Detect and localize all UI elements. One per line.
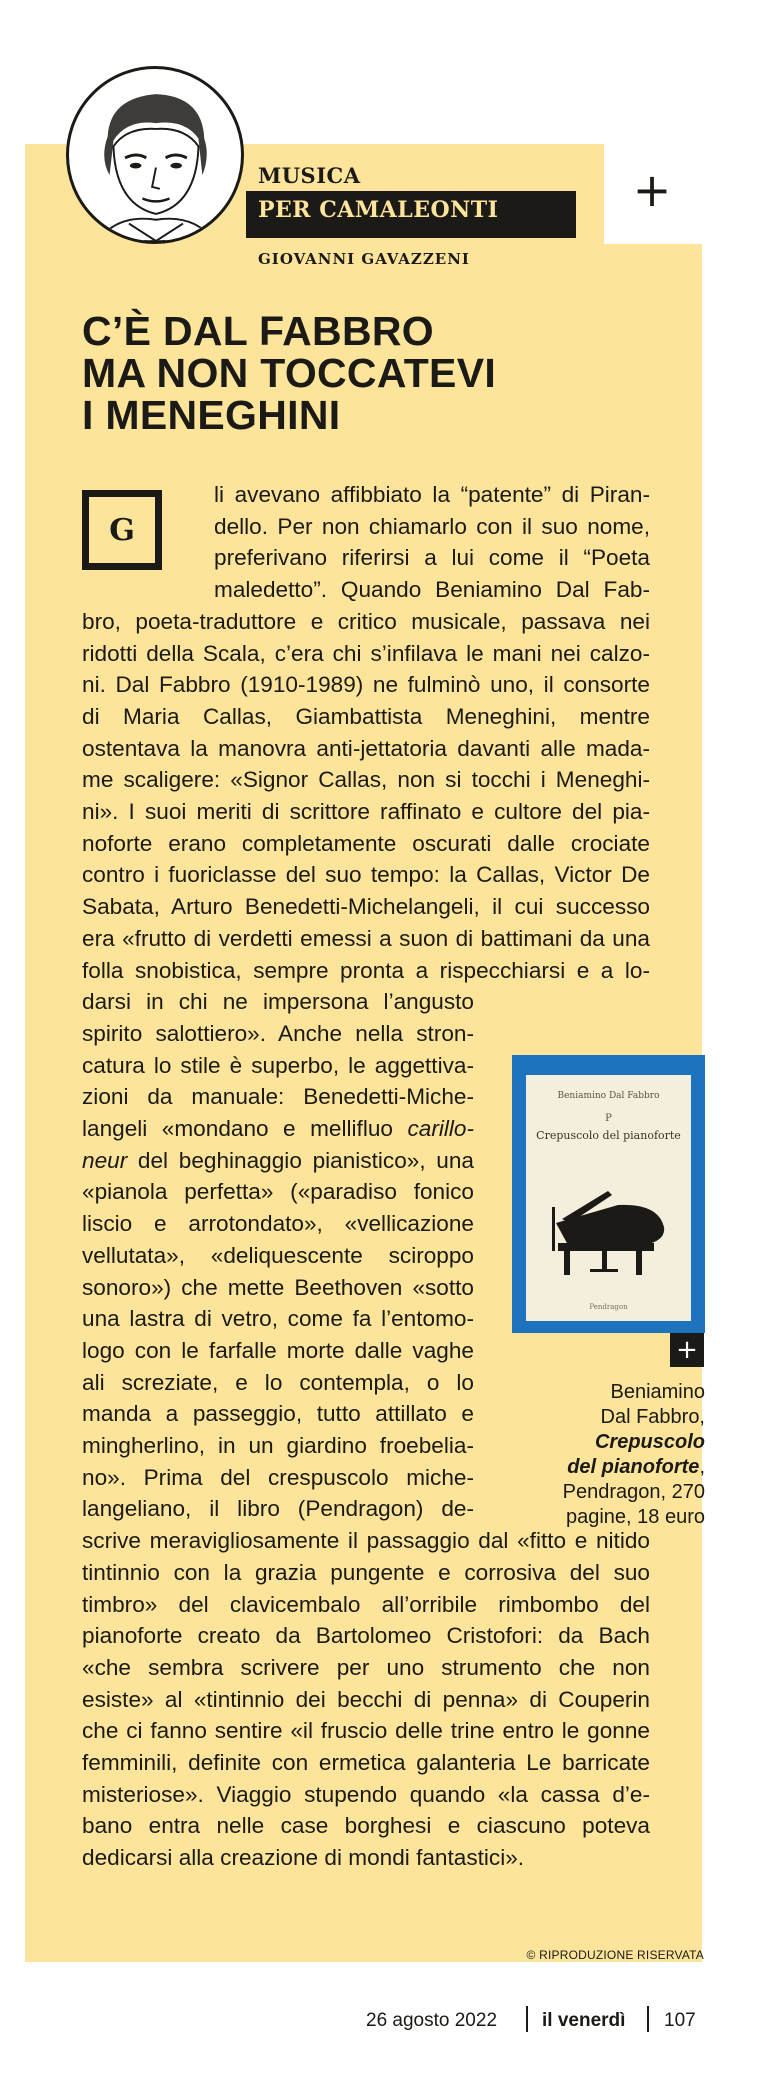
body-line: esiste» al «tintinnio dei becchi di penna» di Couperin	[82, 1686, 650, 1712]
body-line: ridotti della Scala, c’era chi s’infilava le mani nei calzo-	[82, 640, 650, 666]
body-line: noforte erano completamente oscurati dalle crociate	[82, 830, 650, 856]
headline-line: MA NON TOCCATEVI	[82, 350, 497, 396]
body-line: manda a passeggio, tutto attillato e	[82, 1401, 474, 1427]
author-byline: GIOVANNI GAVAZZENI	[258, 250, 470, 268]
body-line: li avevano affibbiato la “patente” di Piran-	[214, 482, 650, 507]
book-caption	[512, 1380, 705, 1530]
column-label: MUSICA	[258, 163, 361, 188]
author-portrait-icon	[66, 66, 244, 244]
body-line: preferivano riferirsi a lui come il “Poeta	[214, 545, 650, 571]
body-line: vellutata», «deliquescente sciroppo	[82, 1242, 474, 1268]
body-line: pianoforte creato da Bartolomeo Cristofori: da Bach	[82, 1623, 650, 1649]
headline-line: I MENEGHINI	[82, 392, 341, 438]
caption-line: Dal Fabbro,	[600, 1406, 705, 1428]
caption-punctuation: ,	[699, 1456, 705, 1478]
body-line: sonoro») che mette Beethoven «sotto	[82, 1274, 474, 1300]
body-line: no». Prima del crespuscolo miche-	[82, 1464, 474, 1490]
book-cover-image	[512, 1055, 705, 1333]
body-line: bro, poeta-traduttore e critico musicale, passava nei	[82, 608, 650, 634]
body-line: neur del beghinaggio pianistico», una	[82, 1147, 474, 1173]
plus-icon[interactable]: +	[632, 163, 672, 217]
book-cover-title: Crepuscolo del pianoforte	[536, 1129, 681, 1142]
body-line: zioni da manuale: Benedetti-Miche-	[82, 1084, 474, 1110]
body-line: contro i fuoriclasse del suo tempo: la Callas, Victor De	[82, 862, 650, 888]
caption-line: Pendragon, 270	[562, 1481, 705, 1503]
body-line: dello. Per non chiamarlo con il suo nome,	[214, 513, 650, 539]
body-line: ni». I suoi meriti di scrittore raffinato e cultore del pia-	[82, 799, 650, 824]
body-line: spirito salottiero». Anche nella stron-	[82, 1020, 474, 1046]
body-line: una lastra di vetro, come fa l’entomo-	[82, 1306, 474, 1332]
book-cover-paper	[526, 1075, 691, 1321]
caption-book-title: del pianoforte	[567, 1456, 700, 1478]
body-line: ni. Dal Fabbro (1910-1989) ne fulminò uno, il consorte	[82, 672, 650, 698]
headline-line: C’È DAL FABBRO	[82, 308, 434, 354]
body-line: mingherlino, in un giardino froebelia-	[82, 1433, 474, 1458]
footer-date: 26 agosto 2022	[366, 2010, 498, 2031]
grand-piano-icon	[548, 1183, 670, 1279]
caption-book-title: Crepuscolo	[594, 1431, 705, 1453]
caption-book-title-line2	[512, 1455, 705, 1480]
book-cover-mark: P	[605, 1113, 612, 1124]
page-number: 107	[664, 2010, 696, 2031]
body-line: timbro» del clavicembalo all’orribile rimbombo del	[82, 1591, 650, 1617]
body-line: logo con le farfalle morte dalle vaghe	[82, 1337, 474, 1363]
article-headline	[82, 310, 642, 436]
body-line: che ci fanno sentire «il fruscio delle trine entro le gonne	[82, 1718, 650, 1744]
body-line: tintinnio con la grazia pungente e corrosiva del suo	[82, 1559, 650, 1585]
body-line: liscio e arrotondato», «vellicazione	[82, 1211, 474, 1237]
body-line: dedicarsi alla creazione di mondi fantastici».	[82, 1845, 525, 1871]
body-line: «pianola perfetta» («paradiso fonico	[82, 1179, 474, 1205]
body-line: Sabata, Arturo Benedetti-Michelangeli, il cui successo	[82, 894, 650, 920]
body-line: misteriose». Viaggio stupendo quando «la cassa d’e-	[82, 1781, 650, 1807]
column-label-secondary: PER CAMALEONTI	[258, 197, 499, 223]
body-line: langeliano, il libro (Pendragon) de-	[82, 1496, 474, 1522]
footer-divider	[526, 2006, 528, 2032]
book-cover-publisher: Pendragon	[589, 1303, 628, 1311]
body-line: femminili, definite con ermetica galanteria Le barricate	[82, 1750, 650, 1775]
drop-cap: G	[82, 490, 162, 570]
copyright-notice: © RIPRODUZIONE RISERVATA	[526, 1948, 704, 1962]
body-line: langeli «mondano e mellifluo carillo-	[82, 1116, 474, 1141]
body-line: catura lo stile è superbo, le aggettiva-	[82, 1052, 474, 1078]
caption-line: Beniamino	[610, 1381, 705, 1403]
footer-magazine: il venerdì	[542, 2010, 626, 2031]
plus-icon[interactable]: +	[670, 1333, 704, 1367]
body-line: di Maria Callas, Giambattista Meneghini, mentre	[82, 703, 650, 729]
body-line: folla snobistica, sempre pronta a rispecchiarsi e a lo-	[82, 957, 650, 983]
body-line: bano entra nelle case borghesi e ciascuno poteva	[82, 1813, 650, 1839]
body-line: era «frutto di verdetti emessi a suon di battimani da una	[82, 925, 650, 951]
body-line: «che sembra scrivere per uno strumento che non	[82, 1654, 650, 1680]
book-cover-author: Beniamino Dal Fabbro	[557, 1091, 660, 1101]
caption-line: pagine, 18 euro	[565, 1506, 705, 1528]
body-line: me scaligere: «Signor Callas, non si tocchi i Meneghi-	[82, 767, 650, 793]
body-line: ostentava la manovra anti-jettatoria davanti alle mada-	[82, 735, 650, 761]
footer-divider	[647, 2006, 649, 2032]
body-line: maledetto”. Quando Beniamino Dal Fab-	[214, 577, 650, 603]
body-line: ali screziate, e lo contempla, o lo	[82, 1369, 474, 1395]
body-line: scrive meravigliosamente il passaggio dal «fitto e nitido	[82, 1528, 650, 1554]
body-line: darsi in chi ne impersona l’angusto	[82, 989, 474, 1015]
